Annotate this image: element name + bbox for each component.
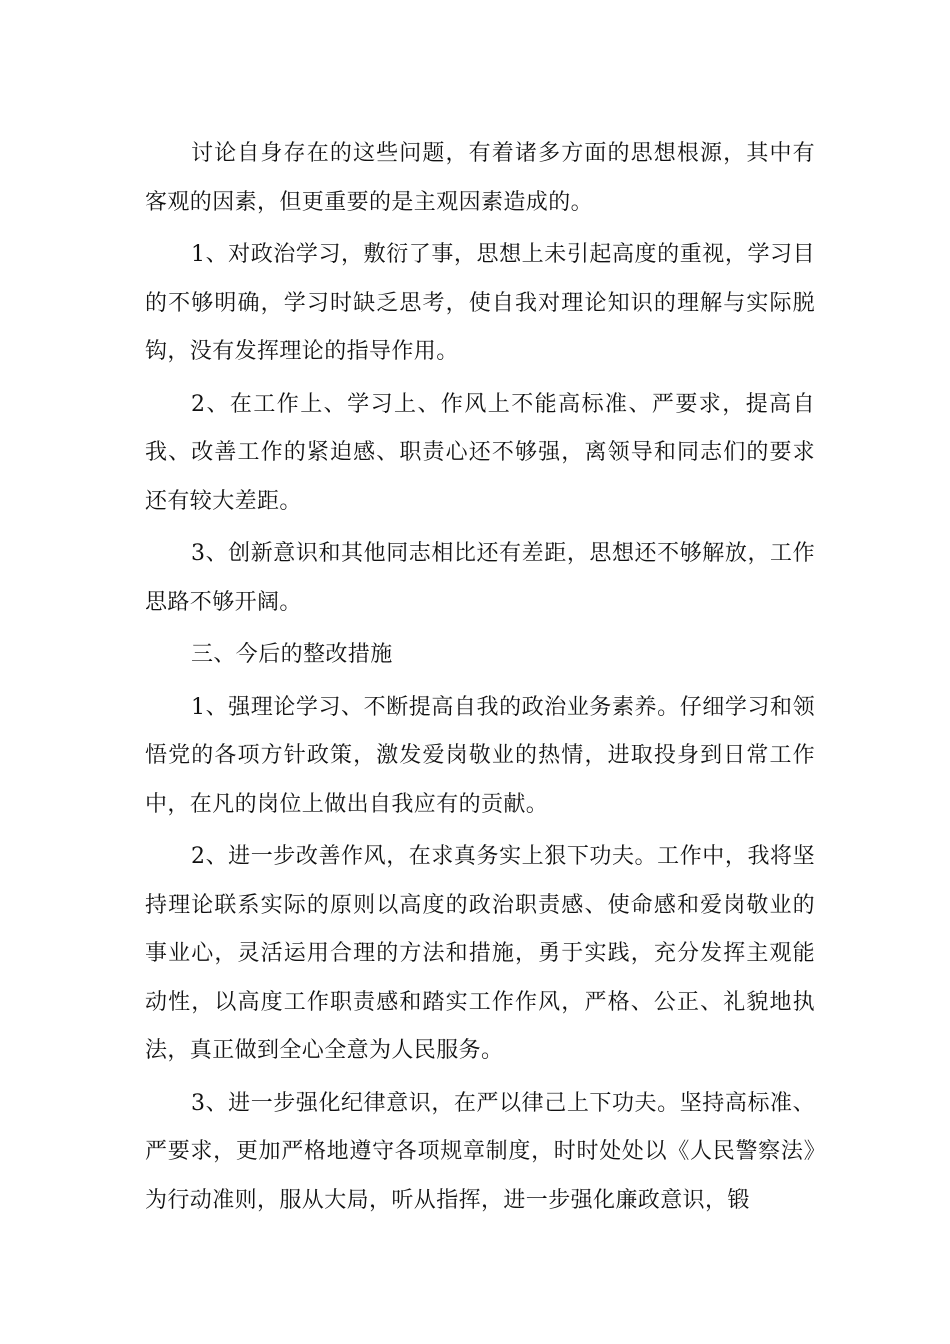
paragraph-reason-2: 2、在工作上、学习上、作风上不能高标准、严要求，提高自我、改善工作的紧迫感、职责心还不够强，离领导和同志们的要求还有较大差距。 — [145, 391, 815, 514]
paragraph-intro: 讨论自身存在的这些问题，有着诸多方面的思想根源，其中有客观的因素，但更重要的是主观因素造成的。 — [145, 141, 815, 215]
document-body — [145, 130, 815, 1229]
paragraph-measure-2: 2、进一步改善作风，在求真务实上狠下功夫。工作中，我将坚持理论联系实际的原则以高度的政治职责感、使命感和爱岗敬业的事业心，灵活运用合理的方法和措施，勇于实践，充分发挥主观能动性，以高度工作职责感和踏实工作作风，严格、公正、礼貌地执法，真正做到全心全意为人民服务。 — [145, 844, 815, 1063]
paragraph-measure-3: 3、进一步强化纪律意识，在严以律己上下功夫。坚持高标准、严要求，更加严格地遵守各项规章制度，时时处处以《人民警察法》为行动准则，服从大局，听从指挥，进一步强化廉政意识，锻 — [145, 1090, 815, 1213]
paragraph-reason-1: 1、对政治学习，敷衍了事，思想上未引起高度的重视，学习目的不够明确，学习时缺乏思考，使自我对理论知识的理解与实际脱钩，没有发挥理论的指导作用。 — [145, 242, 815, 364]
paragraph-measure-1: 1、强理论学习、不断提高自我的政治业务素养。仔细学习和领悟党的各项方针政策，激发爱岗敬业的热情，进取投身到日常工作中，在凡的岗位上做出自我应有的贡献。 — [145, 694, 815, 817]
paragraph-reason-3: 3、创新意识和其他同志相比还有差距，思想还不够解放，工作思路不够开阔。 — [145, 541, 815, 615]
section-heading-measures: 三、今后的整改措施 — [191, 642, 393, 667]
